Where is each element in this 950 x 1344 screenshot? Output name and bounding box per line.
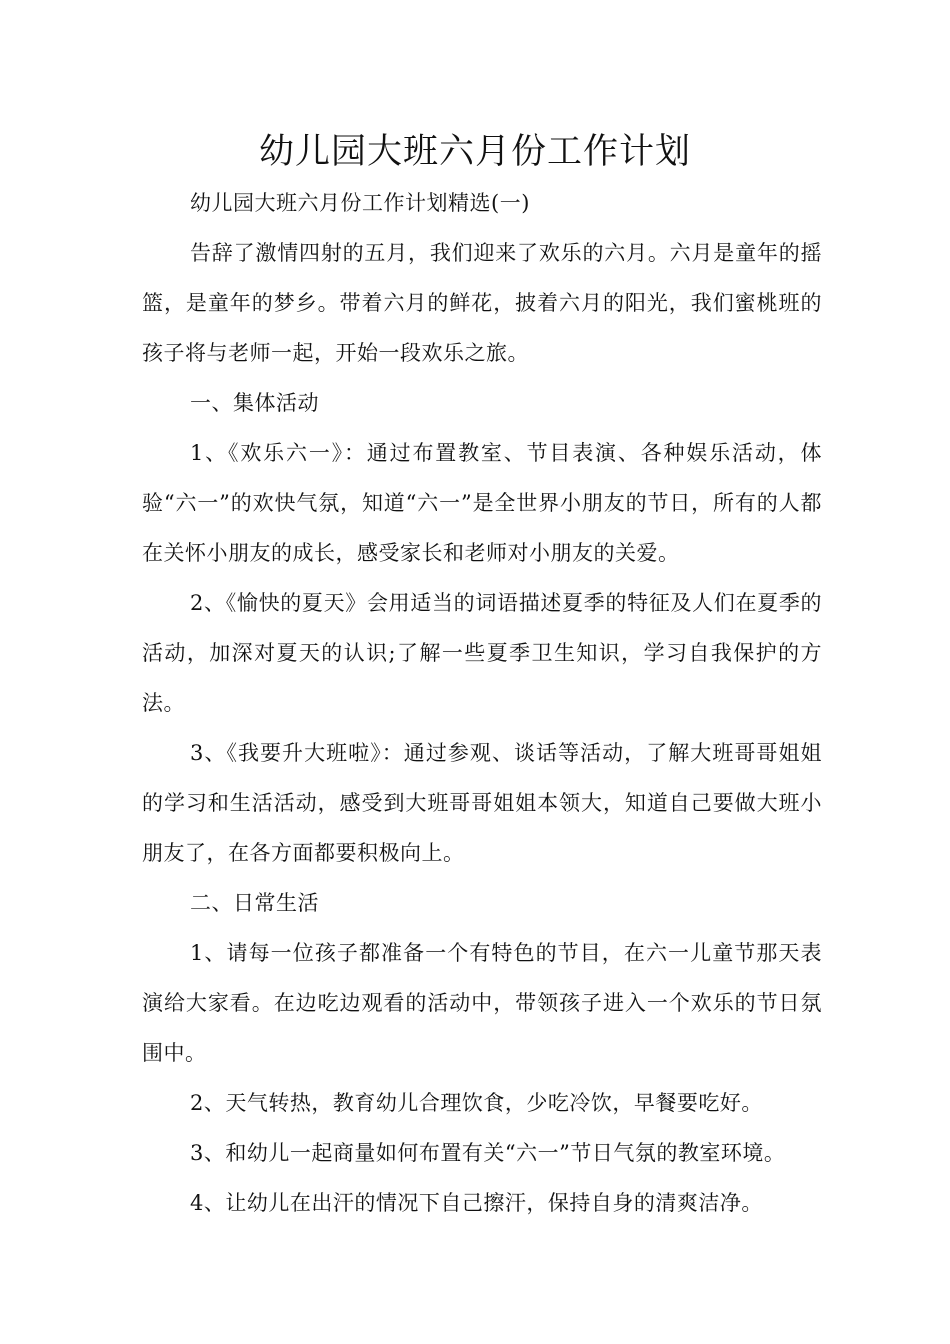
document-subtitle: 幼儿园大班六月份工作计划精选(一)	[190, 191, 530, 215]
daily-life-item: 1、请每一位孩子都准备一个有特色的节目，在六一儿童节那天表演给大家看。在边吃边观看的活动中，带领孩子进入一个欢乐的节日氛围中。	[142, 941, 822, 1065]
collective-activity-item: 2、《愉快的夏天》会用适当的词语描述夏季的特征及人们在夏季的活动，加深对夏天的认识;了解一些夏季卫生知识，学习自我保护的方法。	[142, 591, 822, 715]
daily-life-item: 4、让幼儿在出汗的情况下自己擦汗，保持自身的清爽洁净。	[190, 1191, 763, 1215]
intro-paragraph: 告辞了激情四射的五月，我们迎来了欢乐的六月。六月是童年的摇篮，是童年的梦乡。带着六月的鲜花，披着六月的阳光，我们蜜桃班的孩子将与老师一起，开始一段欢乐之旅。	[142, 241, 822, 365]
section-heading-daily-life: 二、日常生活	[190, 891, 319, 915]
daily-life-item: 3、和幼儿一起商量如何布置有关“六一”节日气氛的教室环境。	[190, 1141, 786, 1165]
section-heading-collective-activities: 一、集体活动	[190, 391, 319, 415]
daily-life-item: 2、天气转热，教育幼儿合理饮食，少吃冷饮，早餐要吃好。	[190, 1091, 763, 1115]
collective-activity-item: 1、《欢乐六一》：通过布置教室、节目表演、各种娱乐活动，体验“六一”的欢快气氛，知道“六一”是全世界小朋友的节日，所有的人都在关怀小朋友的成长，感受家长和老师对小朋友的关爱。	[142, 441, 822, 565]
collective-activity-item: 3、《我要升大班啦》：通过参观、谈话等活动，了解大班哥哥姐姐的学习和生活活动，感受到大班哥哥姐姐本领大，知道自己要做大班小朋友了，在各方面都要积极向上。	[142, 741, 822, 865]
document-body	[142, 178, 822, 1228]
document-title: 幼儿园大班六月份工作计划	[258, 132, 691, 172]
